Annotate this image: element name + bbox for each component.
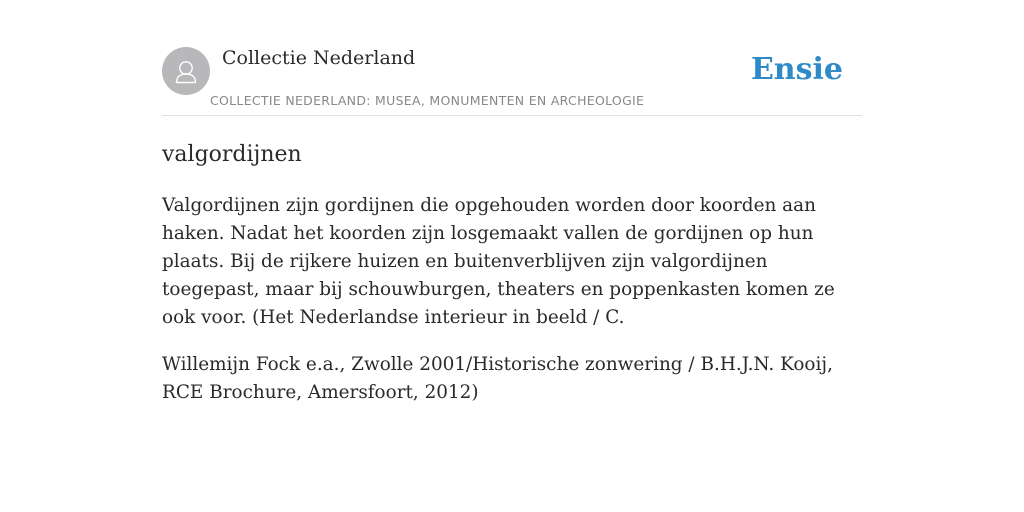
entry-term-title: valgordijnen [162, 142, 302, 167]
ensie-logo[interactable]: Ensie [750, 52, 843, 87]
entry-definition [162, 192, 862, 426]
definition-paragraph: Valgordijnen zijn gordijnen die opgehouden worden door koorden aan haken. Nadat het koorden zijn losgemaakt vallen de gordijnen op hun plaats. Bij de rijkere huizen en buitenverblijven zijn valgordijnen toegepast, maar bij schouwburgen, theaters en poppenkasten komen ze ook voor. (Het Nederlandse interieur in beeld / C. [162, 195, 835, 328]
definition-paragraph: Willemijn Fock e.a., Zwolle 2001/Historische zonwering / B.H.J.N. Kooij, RCE Brochure, Amersfoort, 2012) [162, 354, 833, 403]
avatar-user-icon[interactable] [162, 47, 210, 95]
user-silhouette-icon [162, 47, 210, 95]
collection-name[interactable]: COLLECTIE NEDERLAND: MUSEA, MONUMENTEN EN ARCHEOLOGIE [210, 93, 645, 108]
header-divider [162, 115, 862, 116]
author-name[interactable]: Collectie Nederland [222, 47, 416, 69]
